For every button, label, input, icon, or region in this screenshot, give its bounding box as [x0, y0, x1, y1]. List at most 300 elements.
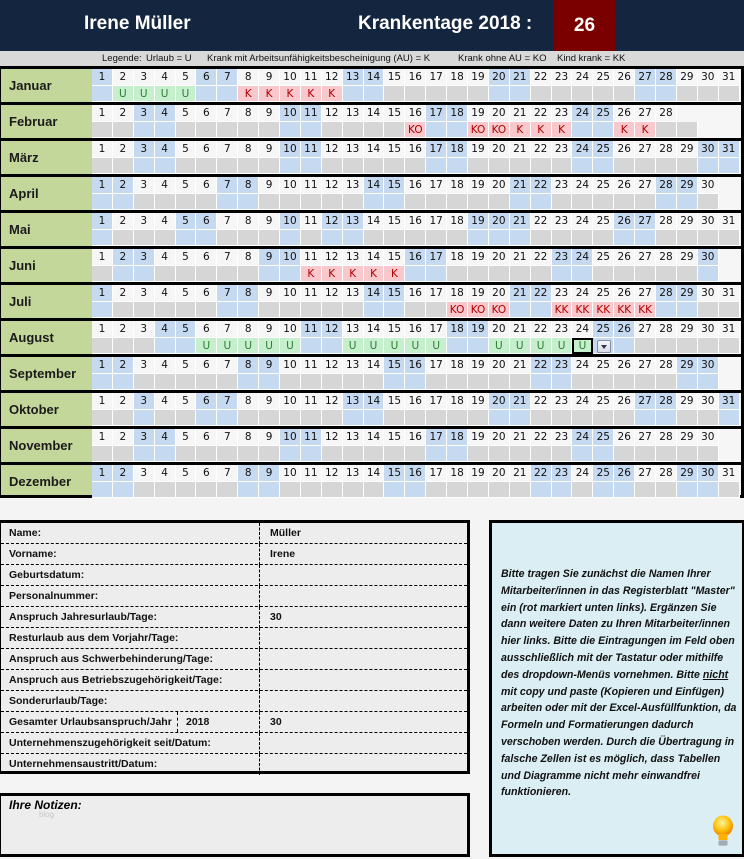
day-entry-cell[interactable]: [719, 86, 740, 103]
day-entry-cell[interactable]: [134, 338, 155, 355]
day-entry-cell[interactable]: [134, 194, 155, 211]
day-entry-cell[interactable]: [614, 446, 635, 463]
day-entry-cell[interactable]: [405, 302, 426, 319]
day-entry-cell[interactable]: [510, 410, 531, 427]
day-entry-cell[interactable]: [343, 86, 364, 103]
day-entry-cell[interactable]: [614, 194, 635, 211]
day-entry-cell[interactable]: [489, 230, 510, 247]
day-entry-cell[interactable]: [468, 230, 489, 247]
day-entry-cell[interactable]: K: [614, 122, 635, 139]
day-entry-cell[interactable]: KO: [489, 302, 510, 319]
day-entry-cell[interactable]: [468, 266, 489, 283]
day-entry-cell[interactable]: [217, 374, 238, 391]
day-entry-cell[interactable]: [92, 410, 113, 427]
day-entry-cell[interactable]: [134, 158, 155, 175]
day-entry-cell[interactable]: [677, 266, 698, 283]
day-entry-cell[interactable]: [196, 302, 217, 319]
day-entry-cell[interactable]: [343, 482, 364, 499]
day-entry-cell[interactable]: [176, 338, 197, 355]
day-entry-cell[interactable]: [719, 410, 740, 427]
day-entry-cell[interactable]: [92, 266, 113, 283]
day-entry-cell[interactable]: [405, 410, 426, 427]
day-entry-cell[interactable]: KO: [468, 122, 489, 139]
day-entry-cell[interactable]: [468, 158, 489, 175]
day-entry-cell[interactable]: [259, 482, 280, 499]
day-entry-cell[interactable]: [426, 482, 447, 499]
day-entry-cell[interactable]: [217, 86, 238, 103]
day-entry-cell[interactable]: [259, 302, 280, 319]
day-entry-cell[interactable]: [322, 446, 343, 463]
day-entry-cell[interactable]: [510, 86, 531, 103]
day-entry-cell[interactable]: [113, 122, 134, 139]
day-entry-cell[interactable]: [552, 446, 573, 463]
day-entry-cell[interactable]: [217, 482, 238, 499]
day-entry-cell[interactable]: [468, 446, 489, 463]
day-entry-cell[interactable]: [572, 158, 593, 175]
day-entry-cell[interactable]: [698, 266, 719, 283]
day-entry-cell[interactable]: KK: [614, 302, 635, 319]
day-entry-cell[interactable]: [531, 194, 552, 211]
day-entry-cell[interactable]: [489, 86, 510, 103]
day-entry-cell[interactable]: [656, 482, 677, 499]
day-entry-cell[interactable]: KK: [572, 302, 593, 319]
day-entry-cell[interactable]: [384, 446, 405, 463]
form-value-field[interactable]: [259, 754, 467, 775]
day-entry-cell[interactable]: [364, 122, 385, 139]
day-entry-cell[interactable]: U: [176, 86, 197, 103]
day-entry-cell[interactable]: [405, 446, 426, 463]
day-entry-cell[interactable]: [552, 410, 573, 427]
day-entry-cell[interactable]: [510, 374, 531, 391]
day-entry-cell[interactable]: [698, 410, 719, 427]
day-entry-cell[interactable]: [176, 410, 197, 427]
day-entry-cell[interactable]: [322, 122, 343, 139]
day-entry-cell[interactable]: [719, 230, 740, 247]
form-value-field[interactable]: [259, 565, 467, 586]
form-value-field[interactable]: Irene: [259, 544, 467, 565]
day-entry-cell[interactable]: [426, 266, 447, 283]
day-entry-cell[interactable]: K: [343, 266, 364, 283]
day-entry-cell[interactable]: [552, 86, 573, 103]
day-entry-cell[interactable]: [92, 374, 113, 391]
day-entry-cell[interactable]: [384, 302, 405, 319]
day-entry-cell[interactable]: [635, 266, 656, 283]
day-entry-cell[interactable]: [677, 302, 698, 319]
day-entry-cell[interactable]: [196, 86, 217, 103]
day-entry-cell[interactable]: [238, 266, 259, 283]
day-entry-cell[interactable]: [593, 230, 614, 247]
day-entry-cell[interactable]: K: [322, 86, 343, 103]
day-entry-cell[interactable]: [280, 230, 301, 247]
day-entry-cell[interactable]: [531, 410, 552, 427]
day-entry-cell[interactable]: K: [301, 86, 322, 103]
day-entry-cell[interactable]: [614, 230, 635, 247]
day-entry-cell[interactable]: [238, 158, 259, 175]
day-entry-cell[interactable]: [364, 86, 385, 103]
day-entry-cell[interactable]: [176, 446, 197, 463]
day-entry-cell[interactable]: [614, 410, 635, 427]
day-entry-cell[interactable]: [343, 230, 364, 247]
day-entry-cell[interactable]: [593, 266, 614, 283]
day-entry-cell[interactable]: [364, 410, 385, 427]
day-entry-cell[interactable]: [552, 482, 573, 499]
day-entry-cell[interactable]: KO: [405, 122, 426, 139]
day-entry-cell[interactable]: [280, 410, 301, 427]
day-entry-cell[interactable]: K: [280, 86, 301, 103]
day-entry-cell[interactable]: [134, 122, 155, 139]
day-entry-cell[interactable]: [92, 158, 113, 175]
day-entry-cell[interactable]: [614, 482, 635, 499]
day-entry-cell[interactable]: [196, 482, 217, 499]
day-entry-cell[interactable]: KO: [489, 122, 510, 139]
day-entry-cell[interactable]: [677, 158, 698, 175]
day-entry-cell[interactable]: [426, 86, 447, 103]
day-entry-cell[interactable]: [572, 122, 593, 139]
day-entry-cell[interactable]: [656, 446, 677, 463]
day-entry-cell[interactable]: [447, 122, 468, 139]
day-entry-cell[interactable]: [614, 374, 635, 391]
day-entry-cell[interactable]: [552, 158, 573, 175]
day-entry-cell[interactable]: [405, 194, 426, 211]
day-entry-cell[interactable]: [531, 266, 552, 283]
day-entry-cell[interactable]: [635, 230, 656, 247]
day-entry-cell[interactable]: K: [259, 86, 280, 103]
day-entry-cell[interactable]: [489, 446, 510, 463]
day-entry-cell[interactable]: [698, 158, 719, 175]
day-entry-cell[interactable]: [677, 482, 698, 499]
day-entry-cell[interactable]: [155, 194, 176, 211]
day-entry-cell[interactable]: [656, 86, 677, 103]
day-entry-cell[interactable]: [280, 302, 301, 319]
day-entry-cell[interactable]: [134, 266, 155, 283]
day-entry-cell[interactable]: [113, 374, 134, 391]
day-entry-cell[interactable]: [510, 266, 531, 283]
day-entry-cell[interactable]: [447, 194, 468, 211]
day-entry-cell[interactable]: [92, 122, 113, 139]
day-entry-cell[interactable]: [301, 482, 322, 499]
day-entry-cell[interactable]: [593, 194, 614, 211]
day-entry-cell[interactable]: [677, 410, 698, 427]
day-entry-cell[interactable]: [259, 158, 280, 175]
day-entry-cell[interactable]: [92, 302, 113, 319]
form-value-field[interactable]: [259, 670, 467, 691]
day-entry-cell[interactable]: [468, 338, 489, 355]
day-entry-cell[interactable]: [217, 446, 238, 463]
day-entry-cell[interactable]: [405, 374, 426, 391]
day-entry-cell[interactable]: [134, 482, 155, 499]
day-entry-cell[interactable]: [238, 446, 259, 463]
day-entry-cell[interactable]: [447, 266, 468, 283]
day-entry-cell[interactable]: K: [301, 266, 322, 283]
day-entry-cell[interactable]: U: [489, 338, 510, 355]
day-entry-cell[interactable]: K: [552, 122, 573, 139]
day-entry-cell[interactable]: [489, 266, 510, 283]
day-entry-cell[interactable]: [426, 122, 447, 139]
day-entry-cell[interactable]: [238, 482, 259, 499]
day-entry-cell[interactable]: [468, 194, 489, 211]
day-entry-cell[interactable]: [572, 446, 593, 463]
day-entry-cell[interactable]: [510, 158, 531, 175]
day-entry-cell[interactable]: U: [343, 338, 364, 355]
day-entry-cell[interactable]: [698, 86, 719, 103]
day-entry-cell[interactable]: [155, 338, 176, 355]
day-entry-cell[interactable]: [259, 266, 280, 283]
day-entry-cell[interactable]: [322, 302, 343, 319]
day-entry-cell[interactable]: [656, 302, 677, 319]
day-entry-cell[interactable]: [447, 482, 468, 499]
day-entry-cell[interactable]: [426, 230, 447, 247]
day-entry-cell[interactable]: [426, 302, 447, 319]
day-entry-cell[interactable]: [217, 122, 238, 139]
day-entry-cell[interactable]: [552, 374, 573, 391]
day-entry-cell[interactable]: [238, 194, 259, 211]
day-entry-cell[interactable]: [593, 374, 614, 391]
day-entry-cell[interactable]: [447, 158, 468, 175]
day-entry-cell[interactable]: [217, 230, 238, 247]
day-entry-cell[interactable]: [196, 158, 217, 175]
day-entry-cell[interactable]: U: [259, 338, 280, 355]
day-entry-cell[interactable]: [405, 230, 426, 247]
day-entry-cell[interactable]: [677, 338, 698, 355]
day-entry-cell[interactable]: U: [238, 338, 259, 355]
day-entry-cell[interactable]: [426, 374, 447, 391]
day-entry-cell[interactable]: [531, 230, 552, 247]
day-entry-cell[interactable]: [593, 446, 614, 463]
day-entry-cell[interactable]: U: [217, 338, 238, 355]
day-entry-cell[interactable]: U: [196, 338, 217, 355]
day-entry-cell[interactable]: [656, 158, 677, 175]
day-entry-cell[interactable]: [426, 158, 447, 175]
day-entry-cell[interactable]: [447, 230, 468, 247]
day-entry-cell[interactable]: U: [531, 338, 552, 355]
day-entry-cell[interactable]: KK: [593, 302, 614, 319]
form-value-field[interactable]: Müller: [259, 523, 467, 544]
day-entry-cell[interactable]: U: [510, 338, 531, 355]
day-entry-cell[interactable]: [155, 374, 176, 391]
day-entry-cell[interactable]: U: [364, 338, 385, 355]
day-entry-cell[interactable]: U: [426, 338, 447, 355]
day-entry-cell[interactable]: [155, 266, 176, 283]
day-entry-cell[interactable]: [719, 482, 740, 499]
day-entry-cell[interactable]: [364, 158, 385, 175]
day-entry-cell[interactable]: [196, 446, 217, 463]
day-entry-cell[interactable]: [364, 230, 385, 247]
day-entry-cell[interactable]: [510, 446, 531, 463]
day-entry-cell[interactable]: [531, 374, 552, 391]
day-entry-cell[interactable]: [322, 374, 343, 391]
day-entry-cell[interactable]: [510, 482, 531, 499]
day-entry-cell[interactable]: KO: [447, 302, 468, 319]
day-entry-cell[interactable]: [698, 194, 719, 211]
day-entry-cell[interactable]: [384, 410, 405, 427]
day-entry-cell[interactable]: [489, 194, 510, 211]
day-entry-cell[interactable]: [92, 86, 113, 103]
day-entry-cell[interactable]: [217, 194, 238, 211]
day-entry-cell[interactable]: [92, 446, 113, 463]
day-entry-cell[interactable]: [698, 374, 719, 391]
day-entry-cell[interactable]: [259, 446, 280, 463]
day-entry-cell[interactable]: [155, 410, 176, 427]
day-entry-cell[interactable]: [719, 158, 740, 175]
day-entry-cell[interactable]: [259, 194, 280, 211]
day-entry-cell[interactable]: K: [510, 122, 531, 139]
day-entry-cell[interactable]: [217, 410, 238, 427]
day-entry-cell[interactable]: [155, 230, 176, 247]
day-entry-cell[interactable]: [280, 374, 301, 391]
day-entry-cell[interactable]: [301, 194, 322, 211]
day-entry-cell[interactable]: [343, 158, 364, 175]
day-entry-cell[interactable]: [447, 86, 468, 103]
day-entry-cell[interactable]: [572, 194, 593, 211]
day-entry-cell[interactable]: [176, 230, 197, 247]
day-entry-cell[interactable]: [635, 158, 656, 175]
day-entry-cell[interactable]: [113, 266, 134, 283]
form-value-field[interactable]: [259, 691, 467, 712]
day-entry-cell[interactable]: [301, 374, 322, 391]
day-entry-cell[interactable]: [134, 374, 155, 391]
day-entry-cell[interactable]: [238, 410, 259, 427]
form-value-field[interactable]: [259, 628, 467, 649]
day-entry-cell[interactable]: [113, 230, 134, 247]
day-entry-cell[interactable]: [134, 410, 155, 427]
form-value-field[interactable]: [259, 586, 467, 607]
day-entry-cell[interactable]: [134, 302, 155, 319]
day-entry-cell[interactable]: [677, 374, 698, 391]
day-entry-cell[interactable]: [343, 302, 364, 319]
day-entry-cell[interactable]: [155, 122, 176, 139]
day-entry-cell[interactable]: [635, 374, 656, 391]
day-entry-cell[interactable]: [656, 410, 677, 427]
day-entry-cell[interactable]: [196, 194, 217, 211]
day-entry-cell[interactable]: [614, 158, 635, 175]
day-entry-cell[interactable]: U: [405, 338, 426, 355]
day-entry-cell[interactable]: [531, 158, 552, 175]
day-entry-cell[interactable]: [113, 302, 134, 319]
day-entry-cell[interactable]: [426, 194, 447, 211]
day-entry-cell[interactable]: [635, 194, 656, 211]
day-entry-cell[interactable]: [384, 158, 405, 175]
day-entry-cell[interactable]: [593, 410, 614, 427]
day-entry-cell[interactable]: [155, 446, 176, 463]
day-entry-cell[interactable]: [196, 374, 217, 391]
day-entry-cell[interactable]: [176, 482, 197, 499]
day-entry-cell[interactable]: [405, 158, 426, 175]
day-entry-cell[interactable]: [196, 266, 217, 283]
day-entry-cell[interactable]: U: [113, 86, 134, 103]
day-entry-cell[interactable]: [572, 374, 593, 391]
day-entry-cell[interactable]: [677, 86, 698, 103]
day-entry-cell[interactable]: [635, 338, 656, 355]
day-entry-cell[interactable]: [614, 338, 635, 355]
day-entry-cell[interactable]: [593, 158, 614, 175]
form-value-field[interactable]: 30: [259, 607, 467, 628]
day-entry-cell[interactable]: [677, 230, 698, 247]
day-entry-cell[interactable]: [92, 194, 113, 211]
day-entry-cell[interactable]: [343, 122, 364, 139]
day-entry-cell[interactable]: K: [384, 266, 405, 283]
day-entry-cell[interactable]: [489, 410, 510, 427]
day-entry-cell[interactable]: [301, 302, 322, 319]
day-entry-cell[interactable]: [92, 230, 113, 247]
day-entry-cell[interactable]: [280, 194, 301, 211]
day-entry-cell[interactable]: [343, 194, 364, 211]
day-entry-cell[interactable]: [510, 302, 531, 319]
day-entry-cell[interactable]: [301, 446, 322, 463]
day-entry-cell[interactable]: [698, 446, 719, 463]
day-entry-cell[interactable]: [468, 374, 489, 391]
day-entry-cell[interactable]: [447, 338, 468, 355]
day-entry-cell[interactable]: [343, 374, 364, 391]
day-entry-cell[interactable]: [510, 230, 531, 247]
day-entry-cell[interactable]: [635, 410, 656, 427]
day-entry-cell[interactable]: [322, 230, 343, 247]
day-entry-cell[interactable]: [468, 410, 489, 427]
day-entry-cell[interactable]: [92, 338, 113, 355]
day-entry-cell[interactable]: KO: [468, 302, 489, 319]
day-entry-cell[interactable]: [343, 446, 364, 463]
day-entry-cell[interactable]: [593, 482, 614, 499]
day-entry-cell[interactable]: [259, 122, 280, 139]
day-entry-cell[interactable]: [364, 302, 385, 319]
day-entry-cell[interactable]: [155, 482, 176, 499]
day-entry-cell[interactable]: [531, 482, 552, 499]
day-entry-cell[interactable]: [322, 338, 343, 355]
day-entry-cell[interactable]: K: [531, 122, 552, 139]
day-entry-cell[interactable]: U: [572, 338, 593, 355]
day-entry-cell[interactable]: [176, 158, 197, 175]
day-entry-cell[interactable]: [593, 86, 614, 103]
day-entry-cell[interactable]: U: [134, 86, 155, 103]
day-entry-cell[interactable]: U: [552, 338, 573, 355]
day-entry-cell[interactable]: [238, 302, 259, 319]
day-entry-cell[interactable]: [196, 122, 217, 139]
day-entry-cell[interactable]: [259, 410, 280, 427]
day-entry-cell[interactable]: [614, 86, 635, 103]
day-entry-cell[interactable]: [489, 482, 510, 499]
day-entry-cell[interactable]: [259, 374, 280, 391]
day-entry-cell[interactable]: [698, 302, 719, 319]
notes-box[interactable]: [0, 793, 470, 857]
day-entry-cell[interactable]: [217, 158, 238, 175]
day-entry-cell[interactable]: [719, 302, 740, 319]
day-entry-cell[interactable]: [92, 482, 113, 499]
day-entry-cell[interactable]: [301, 122, 322, 139]
day-entry-cell[interactable]: [196, 410, 217, 427]
day-entry-cell[interactable]: U: [280, 338, 301, 355]
day-entry-cell[interactable]: [280, 482, 301, 499]
day-entry-cell[interactable]: [238, 374, 259, 391]
day-entry-cell[interactable]: [238, 230, 259, 247]
day-entry-cell[interactable]: [405, 482, 426, 499]
day-entry-cell[interactable]: [656, 122, 677, 139]
dropdown-arrow-button[interactable]: [597, 340, 611, 353]
day-entry-cell[interactable]: [510, 194, 531, 211]
day-entry-cell[interactable]: [176, 374, 197, 391]
day-entry-cell[interactable]: [656, 374, 677, 391]
day-entry-cell[interactable]: [635, 86, 656, 103]
day-entry-cell[interactable]: [531, 446, 552, 463]
day-entry-cell[interactable]: [635, 446, 656, 463]
form-value-field[interactable]: [259, 733, 467, 754]
day-entry-cell[interactable]: [635, 482, 656, 499]
day-entry-cell[interactable]: [384, 86, 405, 103]
day-entry-cell[interactable]: K: [364, 266, 385, 283]
day-entry-cell[interactable]: [113, 158, 134, 175]
day-entry-cell[interactable]: [656, 194, 677, 211]
day-entry-cell[interactable]: [677, 194, 698, 211]
day-entry-cell[interactable]: [552, 266, 573, 283]
day-entry-cell[interactable]: [384, 122, 405, 139]
